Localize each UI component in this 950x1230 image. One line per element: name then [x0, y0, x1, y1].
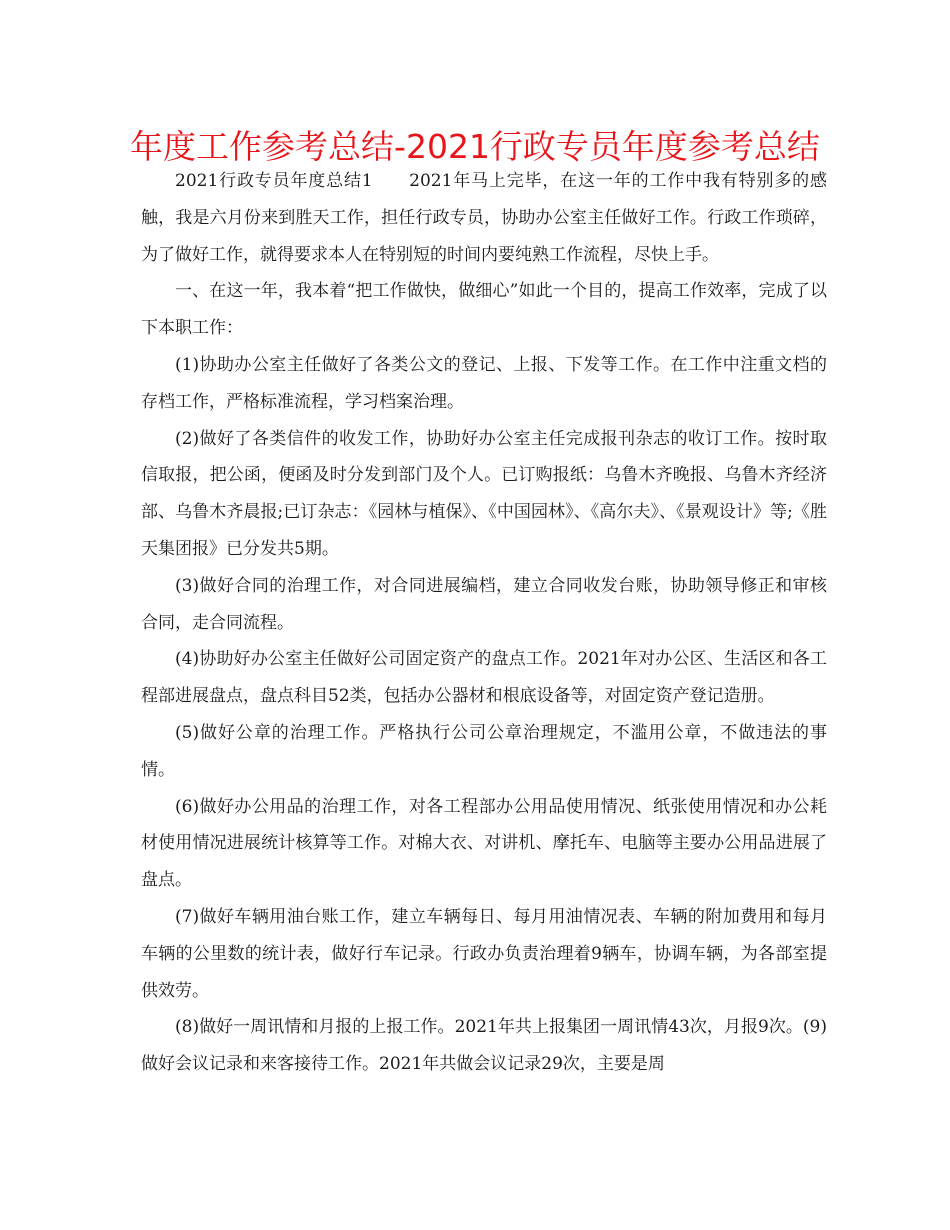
paragraph-intro: 2021行政专员年度总结1 2021年马上完毕，在这一年的工作中我有特别多的感触，我是六月份来到胜天工作，担任行政专员，协助办公室主任做好工作。行政工作琐碎，为了做好工作，就得要求本人在特别短的时间内要纯熟工作流程，尽快上手。 [141, 171, 827, 265]
paragraph-section-one: 一、在这一年，我本着“把工作做快，做细心”如此一个目的，提高工作效率，完成了以下本职工作： [141, 281, 827, 339]
paragraph-item-8-9: (8)做好一周讯情和月报的上报工作。2021年共上报集团一周讯情43次，月报9次。(9)做好会议记录和来客接待工作。2021年共做会议记录29次，主要是周 [141, 1017, 827, 1075]
paragraph-item-4: (4)协助好办公室主任做好公司固定资产的盘点工作。2021年对办公区、生活区和各工程部进展盘点，盘点科目52类，包括办公器材和根底设备等，对固定资产登记造册。 [141, 649, 827, 707]
paragraph-item-5: (5)做好公章的治理工作。严格执行公司公章治理规定，不滥用公章，不做违法的事情。 [141, 722, 827, 780]
document-body [141, 163, 827, 1083]
document-title: 年度工作参考总结-2021行政专员年度参考总结 [130, 127, 820, 166]
paragraph-item-6: (6)做好办公用品的治理工作，对各工程部办公用品使用情况、纸张使用情况和办公耗材使用情况进展统计核算等工作。对棉大衣、对讲机、摩托车、电脑等主要办公用品进展了盘点。 [141, 796, 827, 891]
paragraph-item-1: (1)协助办公室主任做好了各类公文的登记、上报、下发等工作。在工作中注重文档的存档工作，严格标准流程，学习档案治理。 [141, 354, 827, 412]
paragraph-item-7: (7)做好车辆用油台账工作，建立车辆每日、每月用油情况表、车辆的附加费用和每月车辆的公里数的统计表，做好行车记录。行政办负责治理着9辆车，协调车辆，为各部室提供效劳。 [141, 906, 827, 1001]
paragraph-item-3: (3)做好合同的治理工作，对合同进展编档，建立合同收发台账，协助领导修正和审核合同，走合同流程。 [141, 575, 827, 633]
paragraph-item-2: (2)做好了各类信件的收发工作，协助好办公室主任完成报刊杂志的收订工作。按时取信取报，把公函，便函及时分发到部门及个人。已订购报纸：乌鲁木齐晚报、乌鲁木齐经济部、乌鲁木齐晨报;已订杂志：《园林与植保》、《中国园林》、《高尔夫》、《景观设计》等;《胜天集团报》已分发共5期。 [141, 428, 827, 559]
